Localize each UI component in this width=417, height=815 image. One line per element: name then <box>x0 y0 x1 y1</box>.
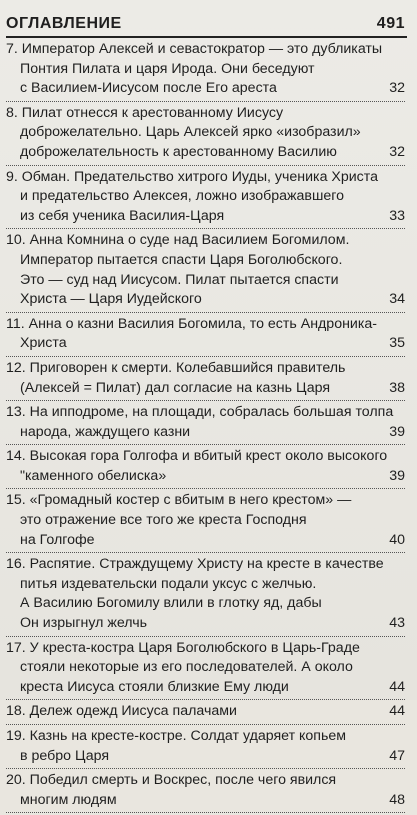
toc-entry <box>6 403 405 445</box>
toc-entry-line: 14. Высокая гора Голгофа и вбитый крест около высокого <box>6 448 388 465</box>
toc-entry-line: Христа — Царя Иудейского <box>20 291 202 308</box>
toc-entry-line: креста Иисуса стояли близкие Ему люди <box>20 678 289 695</box>
toc-entry-line: Он изрыгнул желчь <box>20 615 148 632</box>
toc-entry-page: 39 <box>389 423 405 440</box>
toc-entry-line: Это — суд над Иисусом. Пилат пытается спасти <box>20 271 339 288</box>
toc-entry <box>6 231 405 312</box>
toc-entry <box>6 702 405 725</box>
toc-entry-line: 12. Приговорен к смерти. Колебавшийся правитель <box>6 359 346 376</box>
table-of-contents <box>6 40 405 815</box>
toc-entry-line: 19. Казнь на кресте-костре. Солдат ударяет копьем <box>6 728 346 744</box>
toc-entry-line: 17. У креста-костра Царя Боголюбского в Царь-Граде <box>6 639 360 656</box>
section-title: ОГЛАВЛЕНИЕ <box>6 15 122 32</box>
toc-entry-line: доброжелательность к арестованному Василию <box>20 143 337 160</box>
toc-entry-line: 9. Обман. Предательство хитрого Иуды, ученика Христа <box>6 168 378 185</box>
toc-entry-line: на Голгофе <box>20 531 95 548</box>
toc-entry-line: и предательство Алексея, ложно изображавшего <box>20 188 344 205</box>
toc-entry-page: 43 <box>389 615 405 632</box>
toc-entry <box>6 104 405 166</box>
toc-entry <box>6 555 405 636</box>
toc-entry-page: 34 <box>389 291 405 308</box>
toc-entry-line: "каменного обелиска» <box>20 467 167 484</box>
toc-entry-line: 16. Распятие. Страждущему Христу на кресте в качестве <box>6 556 384 573</box>
toc-entry-line: 13. На ипподроме, на площади, собралась большая толпа <box>6 404 394 421</box>
toc-entry-line: Император пытается спасти Царя Боголюбского. <box>20 251 343 268</box>
toc-entry-line: с Василием-Иисусом после Его ареста <box>20 80 277 97</box>
toc-entry-line: Понтия Пилата и царя Ирода. Они беседуют <box>20 60 315 77</box>
toc-entry-page: 32 <box>389 80 405 97</box>
toc-entry-line: А Василию Богомилу влили в глотку яд, дабы <box>20 595 322 612</box>
toc-entry-line: (Алексей = Пилат) дал согласие на казнь Царя <box>20 379 331 396</box>
header-rule <box>6 36 407 38</box>
toc-entry <box>6 315 405 357</box>
toc-entry <box>6 727 405 769</box>
toc-entry-page: 44 <box>389 678 405 695</box>
toc-entry <box>6 639 405 701</box>
toc-entry-page: 40 <box>389 531 405 548</box>
toc-entry-page: 32 <box>389 143 405 160</box>
toc-entry-line: 7. Император Алексей и севастократор — это дубликаты <box>6 41 383 57</box>
toc-entry-line: народа, жаждущего казни <box>20 423 191 440</box>
toc-entry-line: в ребро Царя <box>20 747 110 764</box>
toc-entry-line: многим людям <box>20 791 117 808</box>
toc-entry <box>6 359 405 401</box>
toc-entry-line: доброжелательно. Царь Алексей ярко «изобразил» <box>20 124 361 141</box>
toc-entry-line: 10. Анна Комнина о суде над Василием Богомилом. <box>6 232 350 249</box>
toc-entry-line: Христа <box>20 335 67 352</box>
toc-entry-page: 44 <box>389 703 405 720</box>
page-header <box>6 12 405 36</box>
toc-entry-line: питья издевательски подали уксус с желчью. <box>20 575 317 592</box>
toc-entry-line: 18. Дележ одежд Иисуса палачами <box>6 703 237 720</box>
toc-entry-page: 39 <box>389 467 405 484</box>
toc-entry-line: 11. Анна о казни Василия Богомила, то есть Андроника- <box>6 315 377 332</box>
toc-entry <box>6 771 405 813</box>
toc-entry-page: 33 <box>389 207 405 224</box>
page-number: 491 <box>376 15 405 32</box>
toc-entry <box>6 168 405 230</box>
toc-entry-line: из себя ученика Василия-Царя <box>20 207 225 224</box>
toc-entry-line: это отражение все того же креста Господня <box>20 512 307 529</box>
toc-entry-page: 48 <box>389 791 405 808</box>
toc-entry <box>6 40 405 102</box>
toc-entry-line: стояли некоторые из его последователей. А около <box>20 659 353 676</box>
toc-entry-page: 47 <box>389 747 405 764</box>
toc-entry-line: 20. Победил смерть и Воскрес, после чего явился <box>6 772 337 789</box>
toc-entry-page: 38 <box>389 379 405 396</box>
toc-entry <box>6 491 405 553</box>
toc-entry-line: 15. «Громадный костер с вбитым в него крестом» — <box>6 492 352 509</box>
toc-entry-line: 8. Пилат отнесся к арестованному Иисусу <box>6 104 284 121</box>
toc-entry <box>6 447 405 489</box>
toc-entry-page: 35 <box>389 335 405 352</box>
